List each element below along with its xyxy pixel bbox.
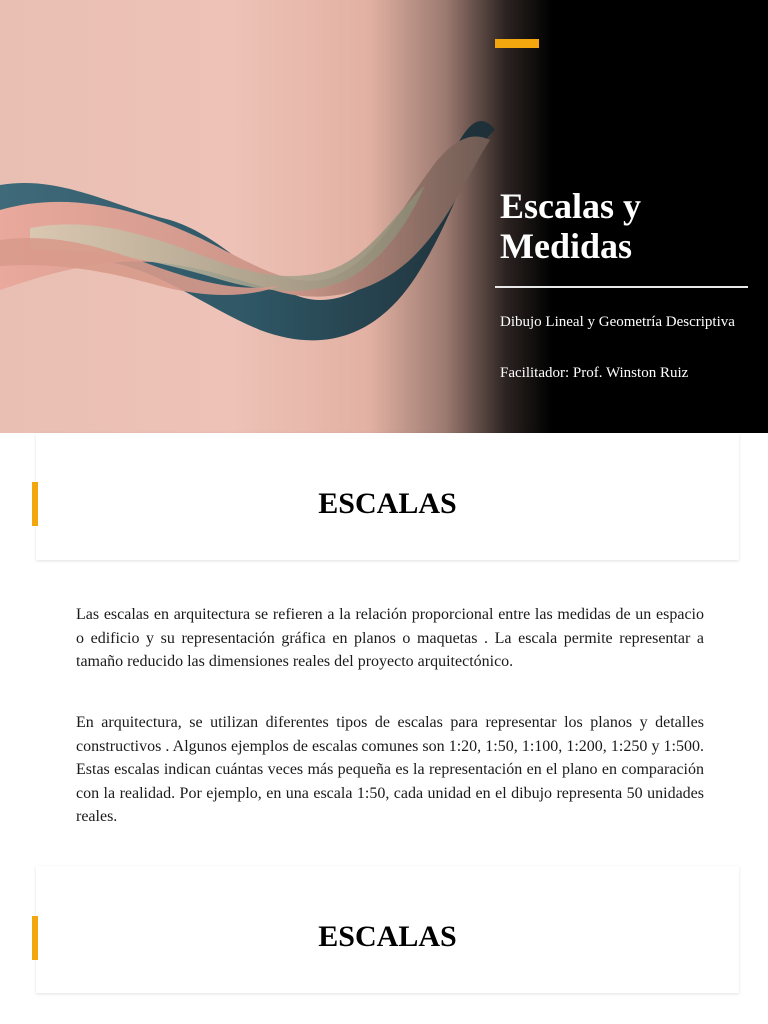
course-subtitle: Dibujo Lineal y Geometría Descriptiva — [500, 314, 735, 330]
section-heading: ESCALAS — [318, 487, 457, 520]
facilitator-label: Facilitador: Prof. Winston Ruiz — [500, 365, 689, 381]
presentation-title: Escalas y Medidas — [500, 186, 642, 266]
accent-bar — [495, 39, 539, 48]
section-heading-card — [36, 433, 739, 560]
section-heading-card — [36, 866, 739, 993]
title-divider — [495, 286, 748, 288]
section-heading: ESCALAS — [318, 920, 457, 953]
body-paragraph: En arquitectura, se utilizan diferentes tipos de escalas para representar los planos y detalles constructivos . Algunos ejemplos de escalas comunes son 1:20, 1:50, 1:100, 1:200, 1:250 y 1:500. Estas escalas indican cuántas veces más pequeña es la representación en el plano en comparación con la realidad. Por ejemplo, en una escala 1:50, cada unidad en el dibujo representa 50 unidades reales. — [76, 714, 704, 825]
hero-banner — [0, 0, 768, 433]
body-paragraph: Las escalas en arquitectura se refieren a la relación proporcional entre las medidas de un espacio o edificio y su representación gráfica en planos o maquetas . La escala permite representar a tamaño reducido las dimensiones reales del proyecto arquitectónico. — [76, 606, 704, 670]
